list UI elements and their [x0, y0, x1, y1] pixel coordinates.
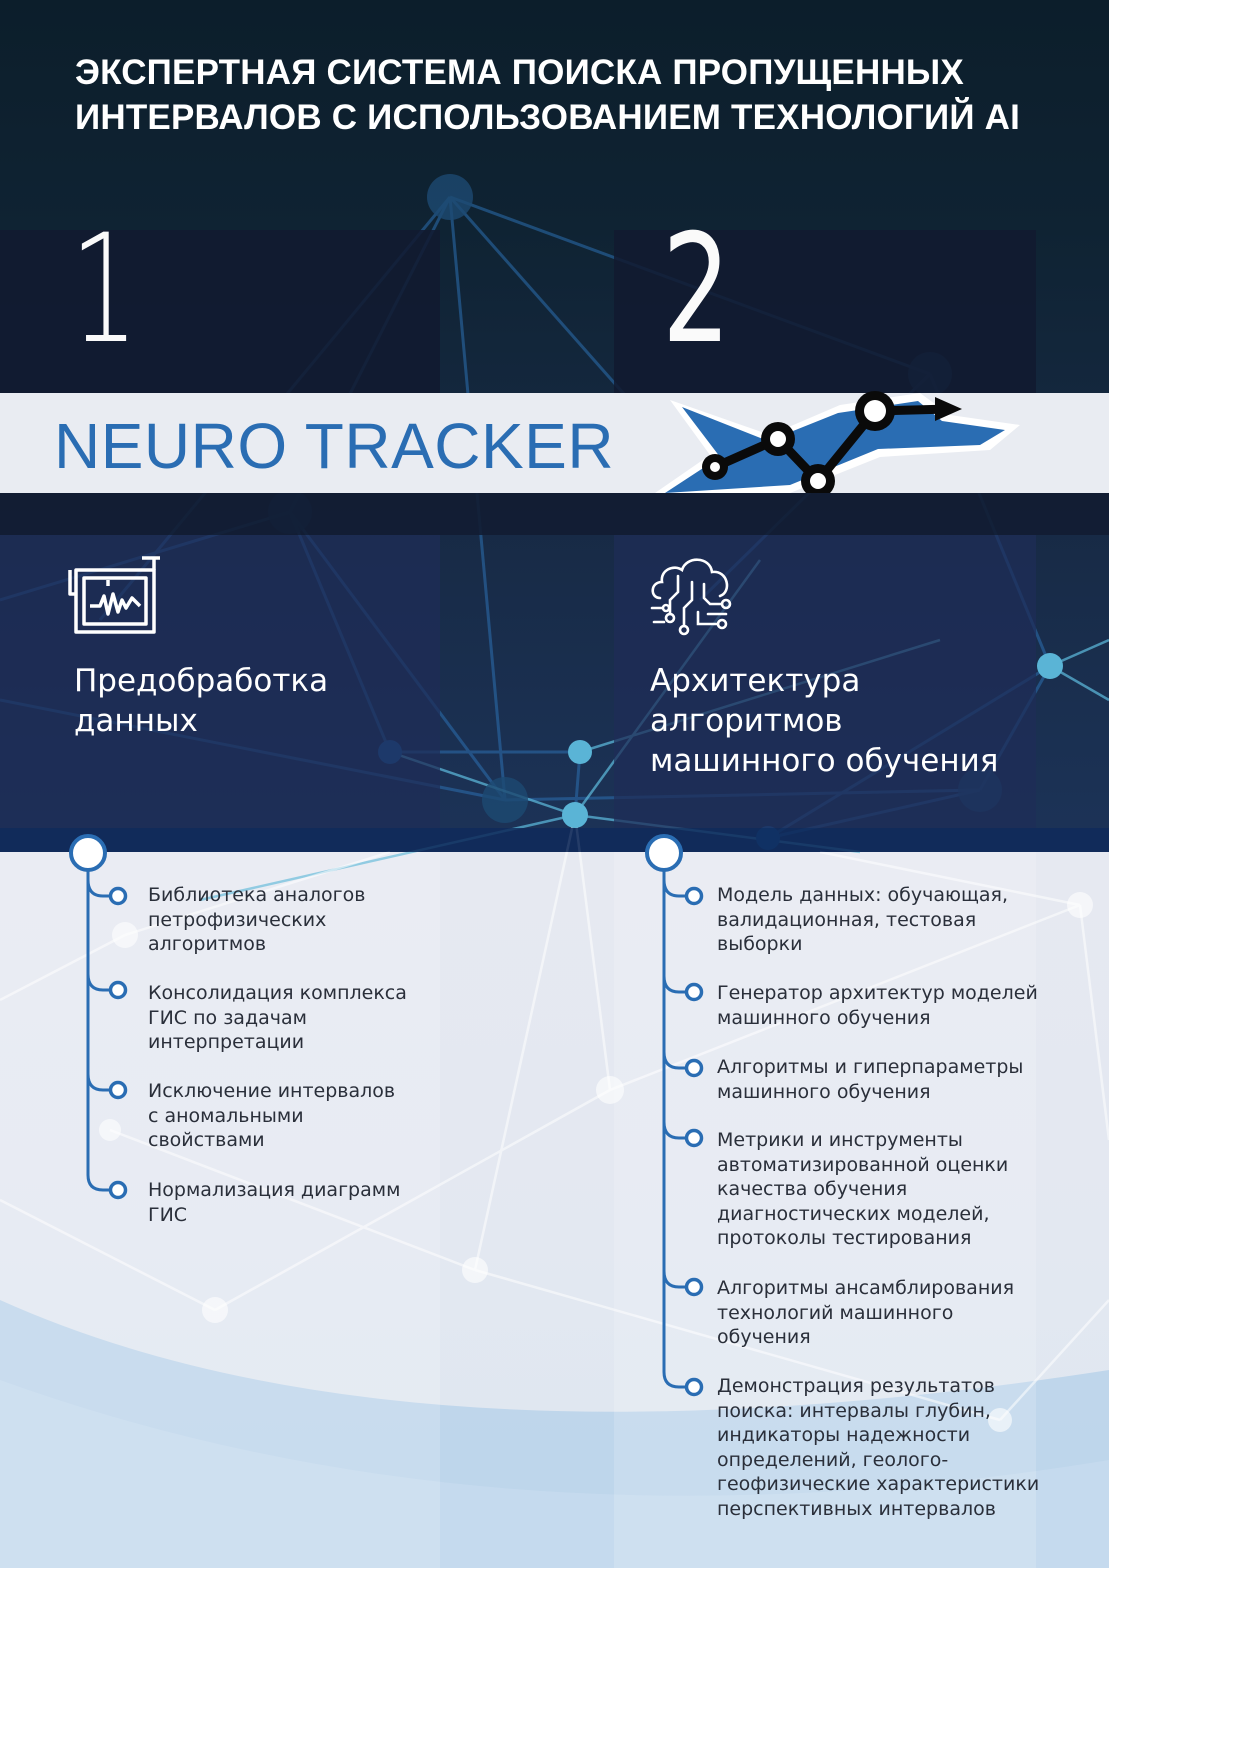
- list-item-line: Исключение интервалов: [148, 1080, 396, 1102]
- list-item-line: Библиотека аналогов: [148, 884, 366, 906]
- list-item-line: протоколы тестирования: [717, 1227, 972, 1250]
- list-item-line: поиска: интервалы глубин,: [717, 1399, 991, 1422]
- section-2-title-line: Архитектура: [650, 663, 861, 699]
- list-item-line: ГИС: [148, 1203, 188, 1226]
- brand-name: NEURO TRACKER: [54, 410, 615, 482]
- list-item-line: Демонстрация результатов: [717, 1375, 995, 1397]
- list-item-line: перспективных интервалов: [717, 1497, 996, 1520]
- section-1-title: [74, 661, 404, 741]
- list-item-line: ГИС по задачам: [148, 1006, 307, 1029]
- list-item: [717, 1374, 1039, 1522]
- list-item: [717, 1128, 1008, 1251]
- list-item-line: обучения: [717, 1326, 811, 1349]
- list-item-line: алгоритмов: [148, 933, 267, 956]
- list-item-line: интерпретации: [148, 1031, 305, 1054]
- list-item-line: валидационная, тестовая: [717, 908, 977, 931]
- list-item-line: с аномальными: [148, 1104, 304, 1127]
- list-item-line: выборки: [717, 933, 803, 956]
- list-item: [717, 1055, 1023, 1104]
- section-2-title-line: машинного обучения: [650, 743, 999, 779]
- list-item-line: машинного обучения: [717, 1080, 931, 1103]
- section-2-number: 2: [662, 203, 731, 377]
- list-item-line: определений, геолого-: [717, 1448, 949, 1471]
- list-item: [148, 1079, 395, 1153]
- page-title-line-1: ЭКСПЕРТНАЯ СИСТЕМА ПОИСКА ПРОПУЩЕННЫХ: [75, 53, 964, 92]
- list-item-line: Модель данных: обучающая,: [717, 884, 1008, 906]
- page-title: [75, 50, 1075, 140]
- list-item-line: Генератор архитектур моделей: [717, 982, 1038, 1004]
- list-item-line: диагностических моделей,: [717, 1202, 990, 1225]
- section-2-title-line: алгоритмов: [650, 703, 843, 739]
- list-item-line: технологий машинного: [717, 1301, 954, 1324]
- section-2-title: [650, 661, 1030, 781]
- list-item: [148, 883, 365, 957]
- list-item-line: машинного обучения: [717, 1006, 931, 1029]
- dark-band: [0, 493, 1109, 535]
- list-item-line: свойствами: [148, 1129, 265, 1152]
- list-item-line: Алгоритмы и гиперпараметры: [717, 1056, 1024, 1078]
- page-title-line-2: ИНТЕРВАЛОВ С ИСПОЛЬЗОВАНИЕМ ТЕХНОЛОГИЙ AI: [75, 98, 1021, 137]
- section-1-title-line: Предобработка: [74, 663, 329, 699]
- list-item-line: геофизические характеристики: [717, 1473, 1040, 1496]
- list-item-line: индикаторы надежности: [717, 1424, 971, 1447]
- list-item-line: Нормализация диаграмм: [148, 1179, 401, 1201]
- list-item-line: Метрики и инструменты: [717, 1129, 963, 1151]
- list-item: [717, 1276, 1014, 1350]
- list-item: [717, 883, 1008, 957]
- list-item-line: автоматизированной оценки: [717, 1153, 1009, 1176]
- neuro-tracker-logo-icon: [650, 385, 1030, 493]
- list-item-line: Консолидация комплекса: [148, 982, 407, 1004]
- blue-strip: [0, 828, 1109, 852]
- list-item: [717, 981, 1038, 1030]
- section-1-title-line: данных: [74, 703, 198, 739]
- data-chart-icon: [68, 554, 162, 638]
- section-1-number: 1: [70, 203, 139, 377]
- list-item-line: петрофизических: [148, 908, 327, 931]
- cloud-circuit-icon: [648, 552, 734, 636]
- list-item-line: Алгоритмы ансамблирования: [717, 1277, 1015, 1299]
- list-item-line: качества обучения: [717, 1178, 908, 1201]
- list-item: [148, 1178, 400, 1227]
- section-1-number-panel: [0, 230, 440, 393]
- list-item: [148, 981, 407, 1055]
